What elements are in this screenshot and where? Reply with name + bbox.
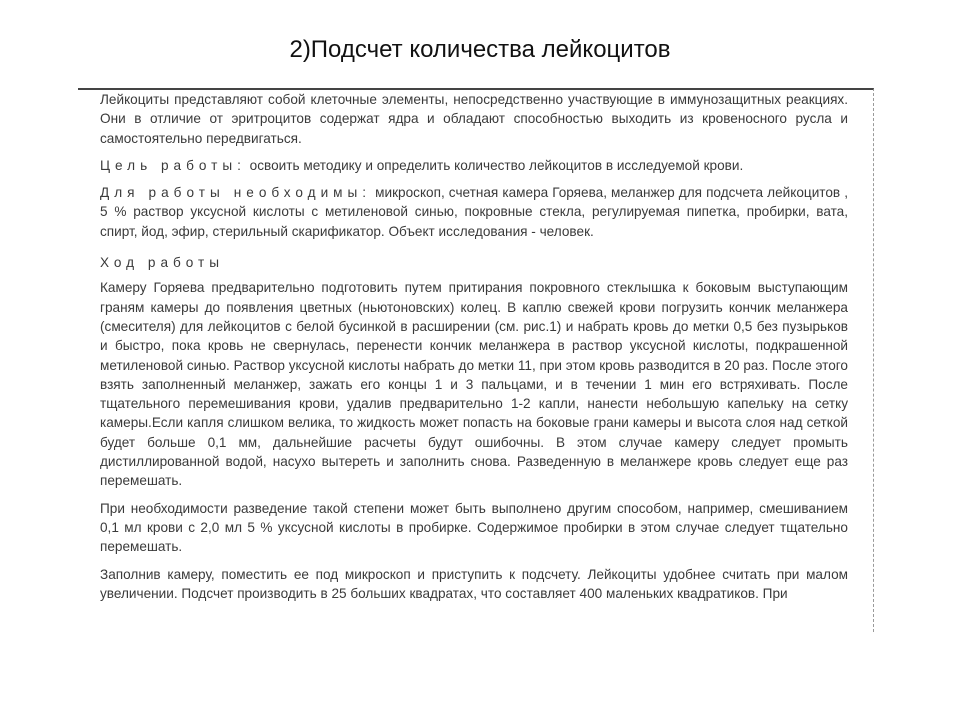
intro-paragraph: Лейкоциты представляют собой клеточные элементы, непосредственно участвующие в иммунозащитных реакциях. Они в отличие от эритроцитов содержат ядра и обладают способностью выходить из кровеносного русла и самостоятельно передвигаться.: [100, 92, 848, 146]
document-text: [100, 90, 848, 611]
goal-text: освоить методику и определить количество лейкоцитов в исследуемой крови.: [245, 157, 744, 173]
materials-label: Для работы необходимы:: [100, 185, 372, 201]
procedure-paragraph-3: Заполнив камеру, поместить ее под микроскоп и приступить к подсчету. Лейкоциты удобнее считать при малом увеличении. Подсчет производить в 25 больших квадратах, что составляет 400 маленьких квадратиков. При: [100, 566, 848, 601]
materials-paragraph: [100, 183, 848, 241]
goal-paragraph: [100, 156, 848, 175]
materials-text: микроскоп, счетная камера Горяева, меланжер для подсчета лейкоцитов , 5 % раствор уксусной кислоты с метиленовой синью, покровные стекла, регулируемая пипетка, пробирки, вата, спирт, йод, эфир, стерильный скарификатор. Объект исследования - человек.: [100, 185, 848, 239]
goal-label: Цель работы:: [100, 157, 246, 173]
procedure-heading: Ход работы: [100, 255, 225, 271]
scanned-document: [78, 88, 874, 632]
procedure-paragraph-2: При необходимости разведение такой степени может быть выполнено другим способом, например, смешиванием 0,1 мл крови с 2,0 мл 5 % уксусной кислоты в пробирке. Содержимое пробирки в этом случае следует тщательно перемешать.: [100, 500, 848, 555]
slide-title: 2)Подсчет количества лейкоцитов: [289, 36, 671, 63]
procedure-paragraph-1: Камеру Горяева предварительно подготовить путем притирания покровного стеклышка к боковым выступающим граням камеры до появления цветных (ньютоновских) колец. В каплю свежей крови погрузить кончик меланжера (смесителя) для лейкоцитов с белой бусинкой в расширении (см. рис.1) и набрать кровь до метки 0,5 без пузырьков и быстро, пока кровь не свернулась, перенести кончик меланжера в раствор уксусной кислоты, подкрашенной метиленовой синью. Раствор уксусной кислоты набрать до метки 11, при этом кровь разводится в 20 раз. После этого взять заполненный меланжер, зажать его концы 1 и 3 пальцами, и в течении 1 мин его встряхивать. После тщательного перемешивания крови, удалив предварительно 1-2 капли, нанести небольшую капельку на сетку камеры.Если капля слишком велика, то жидкость может попасть на боковые грани камеры и высота слоя над сеткой будет больше 0,1 мм, дальнейшие расчеты будут ошибочны. В этом случае камеру следует промыть дистиллированной водой, насухо вытереть и заполнить снова. Разведенную в меланжере кровь следует еще раз перемешать.: [100, 280, 848, 489]
